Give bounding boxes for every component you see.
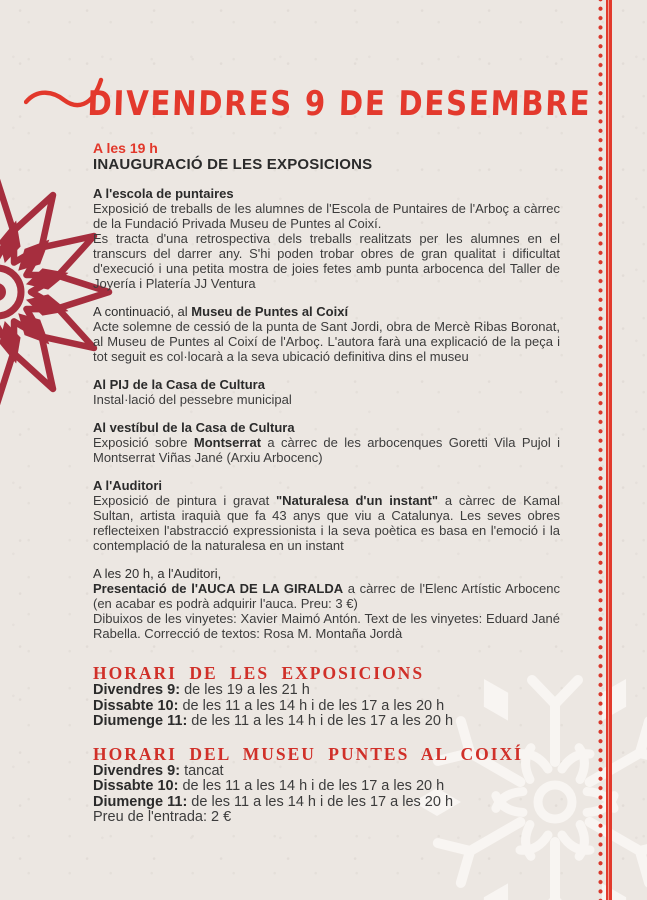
schedule-line: Diumenge 11: de les 11 a les 14 h i de les 17 a les 20 h [93,713,454,729]
section-heading: A les 20 h, a l'Auditori, [93,566,222,581]
section-heading: Al vestíbul de la Casa de Cultura [93,420,295,435]
red-rule-border [606,0,612,900]
section-paragraph: Acte solemne de cessió de la punta de Sant Jordi, obra de Mercè Ribas Boronat, al Museu de Puntes al Coixí de l'Arboç. L'autora farà una explicació de la peça i tot seguit es col·locarà a la seva ubicació definitiva dins el museu [93,319,560,364]
section-paragraph: Exposició sobre Montserrat a càrrec de les arbocenques Goretti Vila Pujol i Montserrat Viñas Jané (Arxiu Arbocenc) [93,435,560,465]
section-paragraph: Exposició de treballs de les alumnes de l'Escola de Puntaires de l'Arboç a càrrec de la Fundació Privada Museu de Puntes al Coixí. [93,201,560,231]
section-museu-de-puntes [93,304,560,364]
section-paragraph: Es tracta d'una retrospectiva dels treballs realitzats per les alumnes en el transcurs del darrer any. S'hi poden trobar obres de gran qualitat i dificultat d'execució i una petita mostra de joies fetes amb punta arbocenca del Taller de Joyería i Platería JJ Ventura [93,231,560,291]
intro-heading: INAUGURACIÓ DE LES EXPOSICIONS [93,156,373,173]
section-paragraph: Dibuixos de les vinyetes: Xavier Maimó Antón. Text de les vinyetes: Eduard Jané Rabella. Correcció de textos: Rosa M. Montaña Jordà [93,611,560,641]
section-paragraph: Exposició de pintura i gravat "Naturalesa d'un instant" a càrrec de Kamal Sultan, artista iraquià que fa 43 anys que viu a Catalunya. Les seves obres reflecteixen l'abstracció expressionista i la seva poètica es basa en l'emoció i la contemplació de la naturalesa en un instant [93,493,560,553]
section-heading: A l'Auditori [93,478,163,493]
schedule-line: Dissabte 10: de les 11 a les 14 h i de les 17 a les 20 h [93,778,445,794]
section-heading: A l'escola de puntaires [93,186,234,201]
section-heading: A continuació, al Museu de Puntes al Coixí [93,304,349,319]
section-auditori [93,478,560,553]
section-pij-casa-de-cultura [93,377,560,407]
section-vestibul-casa-de-cultura [93,420,560,465]
content-column [93,140,560,826]
section-heading: Al PIJ de la Casa de Cultura [93,377,265,392]
section-paragraph: Instal·lació del pessebre municipal [93,392,292,407]
schedule-line: Diumenge 11: de les 11 a les 14 h i de les 17 a les 20 h [93,793,454,810]
schedule-title: HORARI DEL MUSEU PUNTES AL COIXÍ [93,743,523,764]
schedule-line: Divendres 9: tancat [93,762,224,779]
schedule-line: Preu de l'entrada: 2 € [93,809,232,825]
section-escola-de-puntaires [93,186,560,291]
dotted-border [598,0,603,900]
section-paragraph: Presentació de l'AUCA DE LA GIRALDA a càrrec de l'Elenc Artístic Arbocenc (en acabar es podrà adquirir l'auca. Preu: 3 €) [93,581,560,611]
schedule-museu-puntes [93,744,560,826]
page-title: DIVENDRES 9 DE DESEMBRE [86,84,592,124]
schedule-line: Divendres 9: de les 19 a les 21 h [93,682,310,698]
schedule-exposicions [93,663,560,730]
schedule-line: Dissabte 10: de les 11 a les 14 h i de les 17 a les 20 h [93,697,445,714]
event-time: A les 19 h [93,140,158,156]
section-auca-de-la-giralda [93,566,560,641]
schedule-title: HORARI DE LES EXPOSICIONS [93,663,425,683]
